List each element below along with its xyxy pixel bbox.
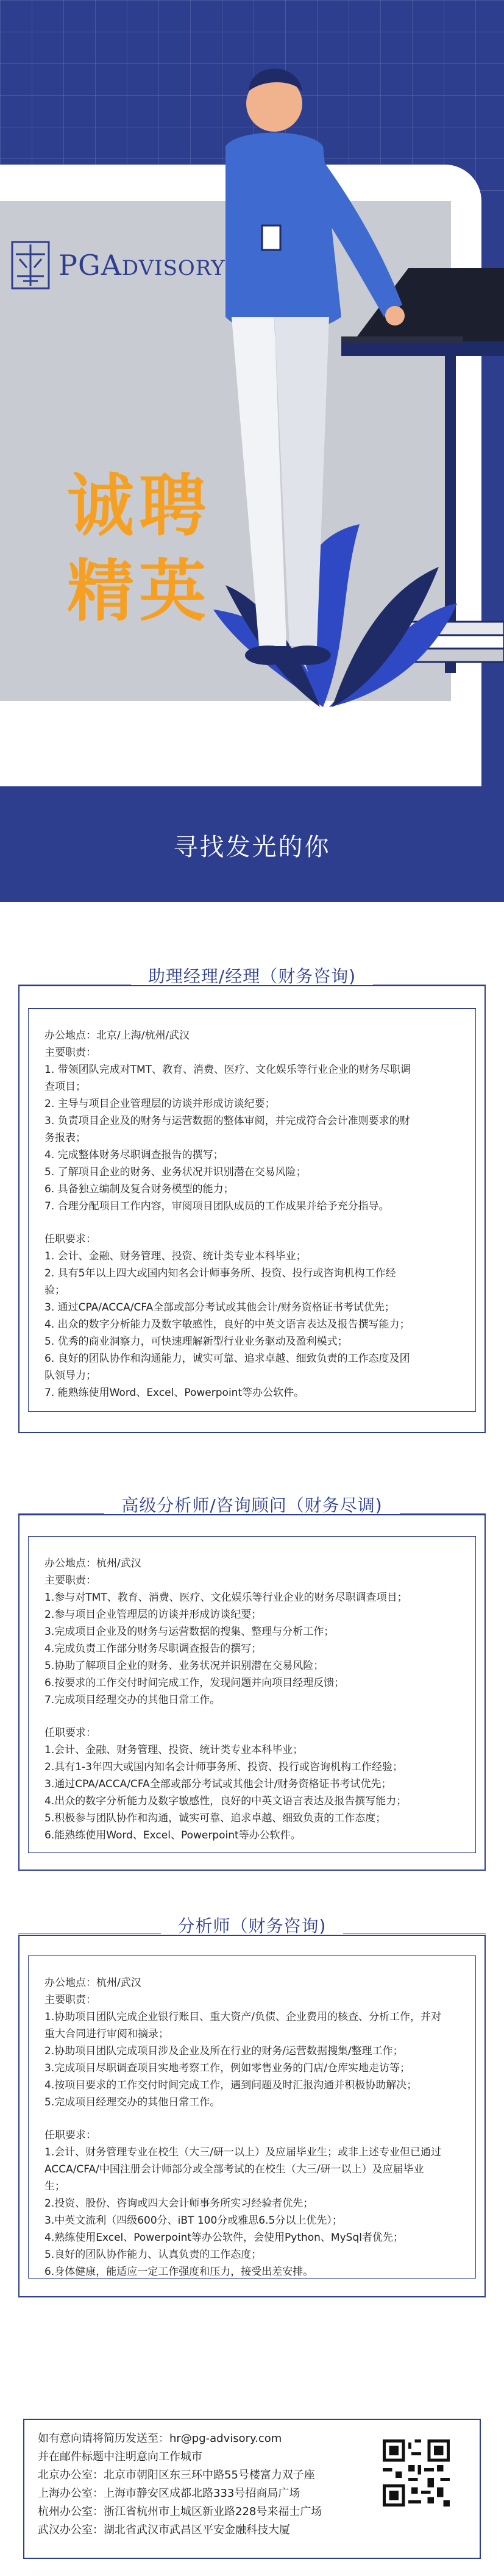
requirement-line: 2.投资、股份、咨询或四大会计师事务所实习经验者优先；	[44, 2197, 314, 2210]
office-beijing: 北京办公室：北京市朝阳区东三环中路55号楼富力双子座	[38, 2469, 315, 2482]
job-details-card	[28, 1008, 476, 1412]
requirements-heading: 任职要求：	[44, 1233, 96, 1245]
job-details-card	[28, 1536, 476, 1853]
requirements-heading: 任职要求：	[44, 1727, 96, 1739]
duty-line: 2. 主导与项目企业管理层的访谈并形成访谈纪要；	[44, 1098, 275, 1110]
duties-heading: 主要职责：	[44, 1574, 96, 1587]
headline-line-1: 诚聘	[67, 467, 211, 545]
requirement-line: 1. 会计、金融、财务管理、投资、统计类专业本科毕业；	[44, 1250, 307, 1262]
duty-line: 4.完成负责工作部分财务尽职调查报告的撰写；	[44, 1643, 262, 1655]
job-title: 分析师（财务咨询)	[161, 1913, 344, 1937]
duty-line: 5.协助了解项目企业的财务、业务状况并识别潜在交易风险；	[44, 1660, 324, 1672]
requirement-line: 生；	[44, 2180, 65, 2193]
job-section-manager	[0, 902, 504, 1439]
requirement-line: 2.具有1-3年四大或国内知名会计师事务所、投资、投行或咨询机构工作经验；	[44, 1761, 403, 1773]
hero-headline	[67, 463, 211, 634]
contact-section	[0, 2402, 504, 2576]
duty-line: 7. 合理分配项目工作内容，审阅项目团队成员的工作成果并给予充分指导。	[44, 1200, 389, 1212]
requirement-line: 6.身体健康，能适应一定工作强度和压力，接受出差安排。	[44, 2266, 314, 2278]
requirement-line: 3. 通过CPA/ACCA/CFA全部或部分考试或其他会计/财务资格证书考试优先；	[44, 1301, 395, 1314]
requirement-line: 验；	[44, 1284, 65, 1297]
requirement-line: 5.积极参与团队协作和沟通，诚实可靠、追求卓越、细致负责的工作态度；	[44, 1812, 386, 1824]
requirement-line: 5. 优秀的商业洞察力，可快速理解新型行业业务驱动及盈利模式；	[44, 1336, 348, 1348]
requirement-line: 4. 出众的数字分析能力及数字敏感性，良好的中英文语言表达及报告撰写能力；	[44, 1318, 410, 1331]
logo-wordmark: PGADVISORY	[59, 249, 225, 282]
contact-note-line: 并在邮件标题中注明意向工作城市	[38, 2450, 202, 2463]
duties-heading: 主要职责：	[44, 1994, 96, 2006]
job-section-analyst	[0, 1877, 504, 2402]
requirements-heading: 任职要求：	[44, 2129, 96, 2141]
office-shanghai: 上海办公室：上海市静安区成都北路333号招商局广场	[38, 2487, 300, 2500]
job-title: 高级分析师/咨询顾问（财务尽调)	[104, 1492, 399, 1517]
requirement-line: 4.出众的数字分析能力及数字敏感性，良好的中英文语言表达及报告撰写能力；	[44, 1795, 407, 1807]
office-wuhan: 武汉办公室：湖北省武汉市武昌区平安金融科技大厦	[38, 2524, 290, 2536]
requirement-line: 3.中英文流利（四级600分、iBT 100分或雅思6.5分以上优先）；	[44, 2215, 343, 2227]
contact-info	[38, 2430, 322, 2539]
requirement-line: 7. 能熟练使用Word、Excel、Powerpoint等办公软件。	[44, 1387, 305, 1399]
contact-email-line: 如有意向请将简历发送至：hr@pg-advisory.com	[38, 2432, 282, 2445]
job-section-senior-analyst	[0, 1439, 504, 1877]
company-logo	[11, 241, 225, 290]
duty-line: 1.参与对TMT、教育、消费、医疗、文化娱乐等行业企业的财务尽职调查项目；	[44, 1592, 408, 1604]
job-details-card	[28, 1955, 476, 2279]
duty-line: 3.完成项目尽职调查项目实地考察工作，例如零售业务的门店/仓库实地走访等；	[44, 2062, 410, 2074]
requirement-line: 队领导力；	[44, 1370, 96, 1382]
duty-line: 7.完成项目经理交办的其他日常工作。	[44, 1694, 221, 1706]
duty-line: 1. 带领团队完成对TMT、教育、消费、医疗、文化娱乐等行业企业的财务尽职调	[44, 1064, 411, 1076]
duty-line: 3.完成项目企业及的财务与运营数据的搜集、整理与分析工作；	[44, 1626, 335, 1638]
requirement-line: 6.能熟练使用Word、Excel、Powerpoint等办公软件。	[44, 1829, 301, 1841]
requirement-line: 6. 良好的团队协作和沟通能力，诚实可靠、追求卓越、细致负责的工作态度及团	[44, 1353, 410, 1365]
duty-line: 4.按项目要求的工作交付时间完成工作，遇到问题及时汇报沟通并积极协助解决；	[44, 2079, 417, 2091]
hero-illustration	[201, 0, 504, 792]
job-location: 办公地点：北京/上海/杭州/武汉	[44, 1030, 190, 1042]
duty-line: 务报表；	[44, 1132, 86, 1144]
requirement-line: 1.会计、财务管理专业在校生（大三/研一以上）及应届毕业生；或非上述专业但已通过	[44, 2146, 441, 2158]
hero-slogan: 寻找发光的你	[0, 792, 504, 902]
duty-line: 5.完成项目经理交办的其他日常工作。	[44, 2096, 221, 2108]
duty-line: 4. 完成整体财务尽职调查报告的撰写；	[44, 1149, 224, 1161]
requirement-line: 3.通过CPA/ACCA/CFA全部或部分考试或其他会计/财务资格证书考试优先；	[44, 1778, 392, 1790]
headline-line-2: 精英	[67, 552, 211, 630]
duty-line: 5. 了解项目企业的财务、业务状况并识别潜在交易风险；	[44, 1166, 307, 1178]
duty-line: 6. 具备独立编制及复合财务模型的能力；	[44, 1183, 234, 1195]
duty-line: 6.按要求的工作交付时间完成工作，发现问题并向项目经理反馈；	[44, 1677, 345, 1689]
duty-line: 查项目；	[44, 1081, 86, 1093]
duties-heading: 主要职责：	[44, 1047, 96, 1059]
duty-line: 3. 负责项目企业及的财务与运营数据的整体审阅，并完成符合会计准则要求的财	[44, 1115, 410, 1127]
duty-line: 重大合同进行审阅和摘录；	[44, 2028, 169, 2040]
requirement-line: 5.良好的团队协作能力、认真负责的工作态度；	[44, 2249, 262, 2261]
requirement-line: ACCA/CFA/中国注册会计师部分或全部考试的在校生（大三/研一以上）及应届毕业	[44, 2163, 424, 2176]
duty-line: 1.协助项目团队完成企业银行账目、重大资产/负债、企业费用的核查、分析工作，并对	[44, 2011, 441, 2023]
duty-line: 2.参与项目企业管理层的访谈并形成访谈纪要；	[44, 1609, 262, 1621]
office-hangzhou: 杭州办公室：浙江省杭州市上城区新业路228号来福士广场	[38, 2505, 322, 2518]
requirement-line: 1.会计、金融、财务管理、投资、统计类专业本科毕业；	[44, 1744, 303, 1756]
hero-banner	[0, 0, 504, 792]
qr-code-icon	[383, 2439, 450, 2507]
requirement-line: 4.熟练使用Excel、Powerpoint等办公软件，会使用Python、MySql者优先；	[44, 2232, 403, 2244]
duty-line: 2.协助项目团队完成项目涉及企业及所在行业的财务/运营数据搜集/整理工作；	[44, 2045, 403, 2057]
job-location: 办公地点：杭州/武汉	[44, 1977, 141, 1989]
job-location: 办公地点：杭州/武汉	[44, 1557, 141, 1570]
logo-mark-icon	[11, 241, 50, 290]
requirement-line: 2. 具有5年以上四大或国内知名会计师事务所、投资、投行或咨询机构工作经	[44, 1267, 396, 1279]
job-title: 助理经理/经理（财务咨询)	[131, 963, 373, 987]
